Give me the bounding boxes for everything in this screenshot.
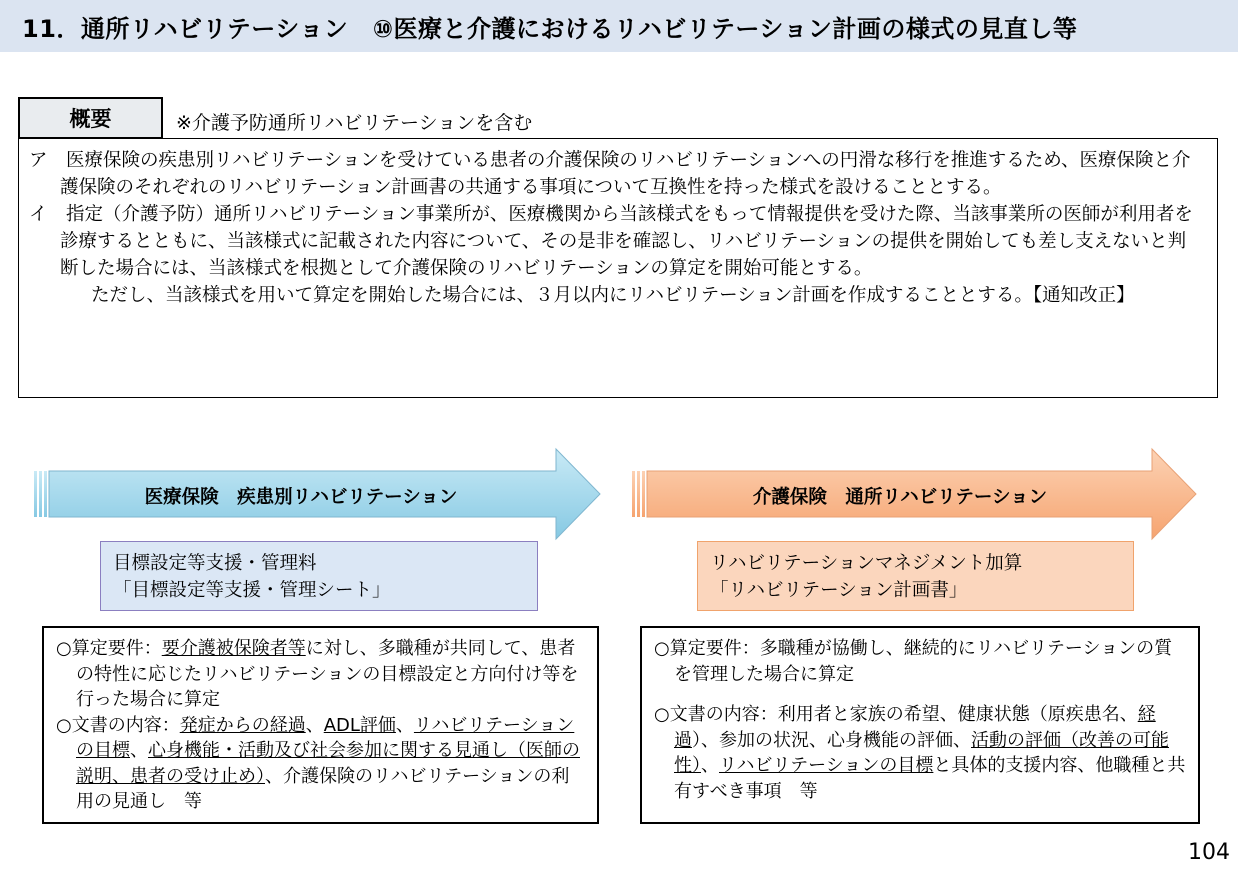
overview-label: 概要 [18,97,163,139]
separator: 、 [395,714,414,736]
care-requirements-box [640,626,1200,824]
underlined-text: 活動の評価（改善の可能性） [674,729,1169,776]
overview-item-i [29,201,1203,282]
overview-item-i-continuation: ただし、当該様式を用いて算定を開始した場合には、３月以内にリハビリテーション計画を作成することとする。【通知改正】 [91,285,1135,306]
underlined-text: リハビリテーションの目標 [76,714,575,761]
req-text: 、介護保険のリハビリテーションの利用の見通し 等 [76,765,570,812]
medical-requirements-box [42,626,599,824]
care-plan-line2: 「リハビリテーション計画書」 [710,580,968,601]
underlined-text: 経過 [674,704,1156,751]
underlined-text: 要介護被保険者等 [161,638,306,659]
overview-box [18,138,1218,398]
page-number: 104 [1188,840,1230,865]
page-title: 11．通所リハビリテーション ⑩医療と介護におけるリハビリテーション計画の様式の見直し等 [22,14,1078,43]
separator: 、 [701,755,719,776]
req-text: ）、参加の状況、心身機能の評価、 [692,729,971,751]
req-prefix: ○算定要件： [654,638,760,659]
item-i-mark: イ [29,204,48,225]
medical-requirement-doc [56,713,585,815]
req-prefix: ○算定要件： [56,638,162,659]
req-text: に対し、多職種が共同して、患者の特性に応じたリハビリテーションの目標設定と方向付け等を行った場合に算定 [76,638,579,710]
medical-plan-line1: 目標設定等支援・管理料 [113,553,317,574]
care-arrow-label: 介護保険 通所リハビリテーション [752,487,1048,508]
item-a-mark: ア [29,150,48,171]
care-plan-line1: リハビリテーションマネジメント加算 [710,553,1023,574]
underlined-text: 発症からの経過 [179,714,306,736]
req-text: と具体的支援内容、他職種と共有すべき事項 等 [674,755,1186,802]
item-i-text: 指定（介護予防）通所リハビリテーション事業所が、医療機関から当該様式をもって情報提供を受けた際、当該事業所の医師が利用者を診療するとともに、当該様式に記載された内容について、その是非を確認し、リハビリテーションの提供を開始しても差し支えないと判断した場合には、当該様式を根拠として介護保険のリハビリテーションの算定を開始可能とする。 [60,204,1193,279]
overview-item-a [29,147,1203,201]
req-prefix: ○文書の内容： [56,714,180,736]
underlined-text: ADL評価 [323,714,396,736]
medical-arrow-label: 医療保険 疾患別リハビリテーション [144,487,458,508]
medical-requirement-calc [56,636,585,713]
medical-plan-box [100,541,538,611]
req-prefix: ○文書の内容： [654,704,778,725]
care-requirement-calc [654,636,1186,687]
separator: 、 [305,714,324,736]
separator: 、 [130,740,148,761]
overview-note: ※介護予防通所リハビリテーションを含む [176,112,533,134]
item-a-text: 医療保険の疾患別リハビリテーションを受けている患者の介護保険のリハビリテーションへの円滑な移行を推進するため、医療保険と介護保険のそれぞれのリハビリテーション計画書の共通する事項について互換性を持った様式を設けることとする。 [60,150,1191,198]
medical-plan-line2: 「目標設定等支援・管理シート」 [113,580,391,601]
req-text: 利用者と家族の希望、健康状態（原疾患名、 [777,704,1138,725]
underlined-text: リハビリテーションの目標 [719,755,934,776]
care-plan-box [697,541,1134,611]
care-requirement-doc [654,702,1186,804]
req-text: 多職種が協働し、継続的にリハビリテーションの質を管理した場合に算定 [674,638,1173,685]
underlined-text: 心身機能・活動及び社会参加に関する見通し（医師の説明、患者の受け止め） [76,740,580,787]
title-bar [0,0,1238,52]
